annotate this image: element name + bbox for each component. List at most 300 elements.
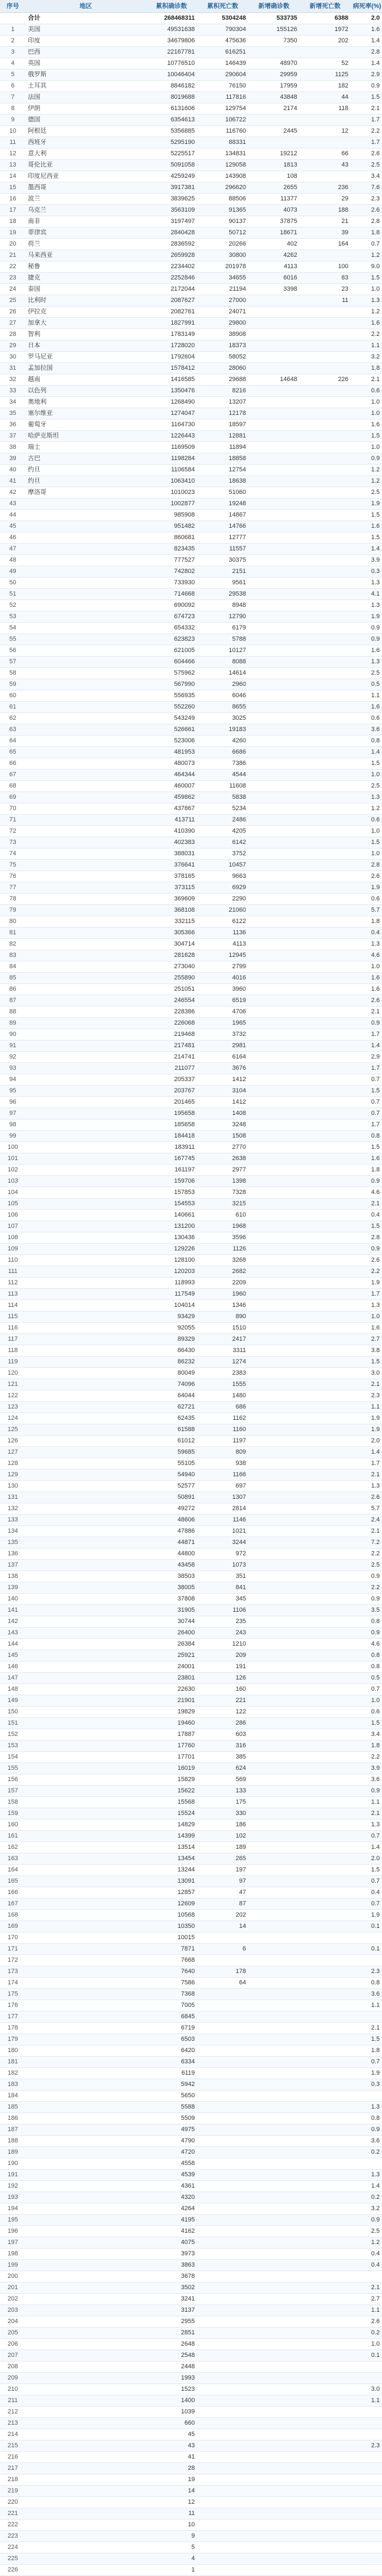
row-total-cases: 8846182 [146,81,197,92]
row-new-deaths [300,1210,351,1221]
row-index: 47 [0,544,25,555]
row-new-deaths [300,1582,351,1594]
row-fatality-rate: 1.3 [350,1481,382,1492]
row-total-deaths: 2814 [197,1503,248,1515]
row-new-cases [248,2316,300,2328]
row-total-cases: 951482 [146,521,197,532]
row-fatality-rate: 0.5 [350,679,382,690]
row-total-cases: 4539 [146,2170,197,2181]
row-total-cases: 23801 [146,1673,197,1684]
row-total-deaths: 1126 [197,1244,248,1255]
row-total-deaths [197,2147,248,2158]
table-row [0,1063,382,1074]
row-index: 202 [0,2294,25,2305]
table-row [0,1007,382,1018]
row-region [25,1097,146,1108]
row-total-deaths [197,2158,248,2170]
row-new-cases [248,2124,300,2136]
row-new-deaths [300,250,351,261]
row-total-cases: 523006 [146,736,197,747]
table-row [0,690,382,702]
table-row [0,453,382,465]
row-region [25,1086,146,1097]
row-fatality-rate: 2.3 [350,1966,382,1978]
row-total-deaths: 1160 [197,1424,248,1436]
table-row [0,713,382,724]
row-new-cases [248,1515,300,1526]
row-new-deaths [300,1944,351,1955]
row-region [25,1424,146,1436]
table-row [0,803,382,815]
row-total-deaths: 5234 [197,803,248,815]
row-region: 捷克 [25,273,146,284]
row-fatality-rate: 2.0 [350,13,382,24]
row-region [25,2452,146,2463]
row-fatality-rate: 1.2 [350,2237,382,2249]
row-total-cases: 251051 [146,984,197,995]
row-region: 智利 [25,329,146,340]
row-new-deaths [300,510,351,521]
row-total-cases: 733930 [146,578,197,589]
row-fatality-rate: 2.7 [350,2294,382,2305]
row-new-deaths [300,2520,351,2531]
row-total-cases: 120203 [146,1266,197,1278]
row-total-deaths: 2770 [197,1142,248,1153]
row-index: 190 [0,2158,25,2170]
table-row [0,2170,382,2181]
header-total-cases[interactable]: 累积确诊数 [146,0,197,13]
row-total-deaths: 790304 [197,24,248,36]
row-fatality-rate: 0.9 [350,634,382,645]
row-new-cases [248,1582,300,1594]
row-total-deaths [197,2124,248,2136]
row-total-deaths: 191 [197,1661,248,1673]
row-new-cases [248,2282,300,2294]
row-total-cases: 228386 [146,1007,197,1018]
row-new-cases [248,2486,300,2497]
row-fatality-rate: 0.5 [350,1673,382,1684]
row-total-deaths: 2960 [197,679,248,690]
row-new-cases [248,307,300,318]
row-region [25,826,146,837]
row-new-cases [248,2384,300,2395]
row-new-deaths: 23 [300,284,351,295]
row-index: 2 [0,36,25,47]
row-index: 98 [0,1119,25,1131]
table-row [0,532,382,544]
row-new-deaths [300,860,351,871]
table-row [0,2124,382,2136]
row-region [25,2237,146,2249]
row-total-deaths: 18373 [197,340,248,352]
row-index: 208 [0,2361,25,2373]
row-index: 63 [0,724,25,736]
row-total-cases: 31905 [146,1605,197,1616]
row-region [25,1932,146,1944]
row-new-deaths [300,645,351,657]
row-fatality-rate: 1.5 [350,2034,382,2045]
row-total-cases: 43458 [146,1560,197,1571]
row-new-deaths [300,2384,351,2395]
row-region [25,1774,146,1786]
row-fatality-rate: 1.4 [350,747,382,758]
row-fatality-rate: 0.2 [350,2147,382,2158]
row-new-cases: 155126 [248,24,300,36]
row-index [0,13,25,24]
row-new-cases [248,2339,300,2350]
table-row [0,1040,382,1052]
row-index: 191 [0,2170,25,2181]
row-fatality-rate: 0.9 [350,623,382,634]
row-total-cases: 211077 [146,1063,197,1074]
row-new-cases [248,2000,300,2011]
table-row [0,69,382,81]
row-new-cases [248,1278,300,1289]
row-new-cases [248,589,300,600]
row-new-deaths [300,115,351,126]
row-region [25,2520,146,2531]
row-new-cases: 7350 [248,36,300,47]
row-total-deaths: 3676 [197,1063,248,1074]
row-new-cases [248,137,300,148]
row-new-deaths [300,578,351,589]
row-new-deaths: 188 [300,205,351,216]
row-total-cases: 49531638 [146,24,197,36]
table-row [0,2486,382,2497]
row-fatality-rate: 2.9 [350,69,382,81]
row-new-cases [248,1639,300,1650]
row-new-cases [248,1424,300,1436]
row-fatality-rate: 2.6 [350,995,382,1007]
row-index: 31 [0,363,25,374]
row-new-deaths [300,1899,351,1910]
row-region [25,2079,146,2090]
row-new-cases [248,950,300,961]
row-region [25,1808,146,1820]
row-new-deaths [300,1086,351,1097]
row-new-deaths [300,1650,351,1661]
row-new-deaths [300,815,351,826]
row-total-deaths: 265 [197,1853,248,1865]
row-new-cases [248,1142,300,1153]
row-region [25,758,146,769]
table-body [0,13,382,2576]
row-total-deaths [197,2316,248,2328]
row-region [25,2384,146,2395]
row-fatality-rate: 0.2 [350,2328,382,2339]
row-index: 225 [0,2553,25,2565]
row-index: 119 [0,1357,25,1368]
row-new-cases [248,2474,300,2486]
row-total-deaths [197,2497,248,2508]
row-region [25,1108,146,1119]
row-total-deaths: 14 [197,1921,248,1932]
row-total-deaths: 4205 [197,826,248,837]
row-total-cases: 92055 [146,1323,197,1334]
row-total-cases: 437867 [146,803,197,815]
row-total-cases: 1523 [146,2384,197,2395]
row-index: 131 [0,1492,25,1503]
row-total-deaths: 122 [197,1707,248,1718]
row-total-cases: 43 [146,2441,197,2452]
row-total-cases: 714668 [146,589,197,600]
row-new-cases [248,1661,300,1673]
row-index: 123 [0,1402,25,1413]
row-new-deaths [300,2124,351,2136]
row-index: 33 [0,386,25,397]
row-new-deaths [300,1763,351,1774]
row-total-cases: 19460 [146,1718,197,1729]
row-new-cases [248,2068,300,2079]
row-fatality-rate: 1.3 [350,600,382,611]
row-region [25,1311,146,1323]
row-new-cases [248,769,300,781]
row-region [25,1729,146,1740]
row-total-deaths [197,2395,248,2407]
row-new-deaths [300,1695,351,1707]
row-region [25,1131,146,1142]
row-new-deaths [300,2418,351,2429]
row-fatality-rate: 1.0 [350,826,382,837]
table-row [0,2181,382,2192]
row-new-cases [248,1368,300,1379]
row-region [25,984,146,995]
row-index: 159 [0,1808,25,1820]
row-fatality-rate: 1.7 [350,1063,382,1074]
header-total-deaths[interactable]: 累积死亡数 [197,0,248,13]
row-fatality-rate: 1.1 [350,2395,382,2407]
row-region [25,2542,146,2553]
row-fatality-rate: 2.1 [350,374,382,386]
row-region: 加拿大 [25,318,146,329]
table-row [0,1763,382,1774]
row-fatality-rate: 1.1 [350,340,382,352]
row-new-cases [248,2565,300,2576]
row-new-deaths [300,2429,351,2441]
row-index: 8 [0,103,25,115]
row-fatality-rate: 4.1 [350,589,382,600]
row-new-cases: 11377 [248,194,300,205]
row-new-deaths [300,2090,351,2102]
row-region [25,1368,146,1379]
row-new-cases [248,2226,300,2237]
row-total-cases: 1106584 [146,465,197,476]
row-fatality-rate: 1.2 [350,307,382,318]
row-index: 16 [0,194,25,205]
row-index: 113 [0,1289,25,1300]
row-total-cases: 5091058 [146,160,197,171]
row-fatality-rate: 2.1 [350,1379,382,1390]
row-fatality-rate: 3.6 [350,2136,382,2147]
row-new-cases [248,2170,300,2181]
table-row [0,1244,382,1255]
row-total-deaths: 88506 [197,194,248,205]
row-index: 24 [0,284,25,295]
row-region: 秘鲁 [25,261,146,273]
row-new-deaths [300,2045,351,2057]
row-index: 196 [0,2226,25,2237]
row-new-deaths: 11 [300,295,351,307]
row-new-cases [248,2418,300,2429]
row-total-cases: 3863 [146,2260,197,2271]
row-new-deaths: 1125 [300,69,351,81]
row-new-cases [248,2542,300,2553]
table-row [0,1436,382,1447]
table-row [0,2452,382,2463]
row-region: 哈萨克斯坦 [25,431,146,442]
table-row [0,2011,382,2023]
row-fatality-rate: 2.6 [350,148,382,160]
row-region [25,1820,146,1831]
header-index[interactable]: 序号 [0,0,25,13]
row-fatality-rate: 0.9 [350,81,382,92]
row-total-cases: 86430 [146,1345,197,1357]
table-row [0,860,382,871]
row-new-deaths [300,47,351,58]
header-region[interactable]: 地区 [25,0,146,13]
row-new-deaths [300,1052,351,1063]
row-index: 109 [0,1244,25,1255]
row-new-deaths [300,1503,351,1515]
row-total-cases: 567990 [146,679,197,690]
row-new-cases [248,2158,300,2170]
row-new-deaths [300,2102,351,2113]
row-new-deaths [300,1639,351,1650]
row-total-deaths: 5304248 [197,13,248,24]
row-index: 154 [0,1752,25,1763]
row-index: 197 [0,2237,25,2249]
table-row [0,1966,382,1978]
row-new-cases [248,1040,300,1052]
row-new-deaths [300,1458,351,1469]
table-row [0,2215,382,2226]
row-total-cases: 49272 [146,1503,197,1515]
row-fatality-rate: 1.5 [350,837,382,849]
table-row [0,1628,382,1639]
row-total-deaths: 129754 [197,103,248,115]
header-fatality-rate[interactable]: 病死率(%) [350,0,382,13]
row-fatality-rate: 0.7 [350,1108,382,1119]
row-total-deaths: 1408 [197,1108,248,1119]
row-index: 88 [0,1007,25,1018]
row-total-deaths: 12777 [197,532,248,544]
row-new-deaths [300,1537,351,1549]
header-new-deaths[interactable]: 新增死亡数 [300,0,351,13]
row-total-deaths: 14867 [197,510,248,521]
row-total-cases: 140661 [146,1210,197,1221]
row-new-cases [248,1503,300,1515]
row-region [25,2474,146,2486]
row-total-deaths: 19248 [197,498,248,510]
row-index: 138 [0,1571,25,1582]
row-total-deaths: 603 [197,1729,248,1740]
row-fatality-rate: 3.6 [350,724,382,736]
table-row [0,2079,382,2090]
row-index: 223 [0,2531,25,2542]
row-total-deaths: 6179 [197,623,248,634]
table-row [0,657,382,668]
row-total-deaths: 8948 [197,600,248,611]
row-total-deaths: 1555 [197,1379,248,1390]
row-total-deaths: 29688 [197,374,248,386]
row-total-cases: 2448 [146,2361,197,2373]
row-fatality-rate: 2.3 [350,1390,382,1402]
row-total-cases: 3973 [146,2249,197,2260]
row-total-deaths: 21194 [197,284,248,295]
row-new-cases [248,882,300,894]
row-new-deaths: 66 [300,148,351,160]
row-region: 泰国 [25,284,146,295]
row-total-deaths [197,1989,248,2000]
row-new-cases: 108 [248,171,300,182]
row-fatality-rate: 1.5 [350,1086,382,1097]
row-region: 伊朗 [25,103,146,115]
row-new-cases [248,419,300,431]
row-new-cases [248,1820,300,1831]
row-total-deaths: 14766 [197,521,248,532]
row-total-deaths: 12754 [197,465,248,476]
row-region [25,1797,146,1808]
row-total-cases: 273040 [146,961,197,973]
row-new-deaths [300,2395,351,2407]
row-fatality-rate: 0.9 [350,1176,382,1187]
row-index: 219 [0,2486,25,2497]
row-fatality-rate: 3.0 [350,1368,382,1379]
table-row [0,1876,382,1887]
row-region [25,815,146,826]
row-fatality-rate: 1.7 [350,1029,382,1040]
row-new-cases: 4073 [248,205,300,216]
row-new-deaths [300,476,351,487]
row-fatality-rate: 1.3 [350,939,382,950]
table-row [0,1989,382,2000]
table-row [0,115,382,126]
row-region [25,1221,146,1232]
row-region [25,600,146,611]
row-new-deaths [300,769,351,781]
row-region [25,668,146,679]
table-row [0,36,382,47]
row-index: 101 [0,1153,25,1165]
row-region [25,2294,146,2305]
row-index: 111 [0,1266,25,1278]
row-total-cases: 5509 [146,2113,197,2124]
total-row [0,13,382,24]
row-fatality-rate: 1.0 [350,849,382,860]
row-index: 9 [0,115,25,126]
row-total-cases: 1226443 [146,431,197,442]
row-index: 104 [0,1187,25,1199]
table-row [0,1176,382,1187]
row-new-cases [248,2361,300,2373]
table-row [0,1413,382,1424]
row-new-cases [248,860,300,871]
row-region [25,2328,146,2339]
row-new-cases [248,2395,300,2407]
row-new-deaths [300,1820,351,1831]
table-row [0,419,382,431]
table-row [0,1594,382,1605]
table-row [0,1142,382,1153]
row-new-deaths [300,1323,351,1334]
table-row [0,126,382,137]
row-region [25,1639,146,1650]
row-region: 西班牙 [25,137,146,148]
row-new-deaths [300,1199,351,1210]
row-region [25,1255,146,1266]
header-new-cases[interactable]: 新增确诊数 [248,0,300,13]
row-fatality-rate: 1.5 [350,510,382,521]
